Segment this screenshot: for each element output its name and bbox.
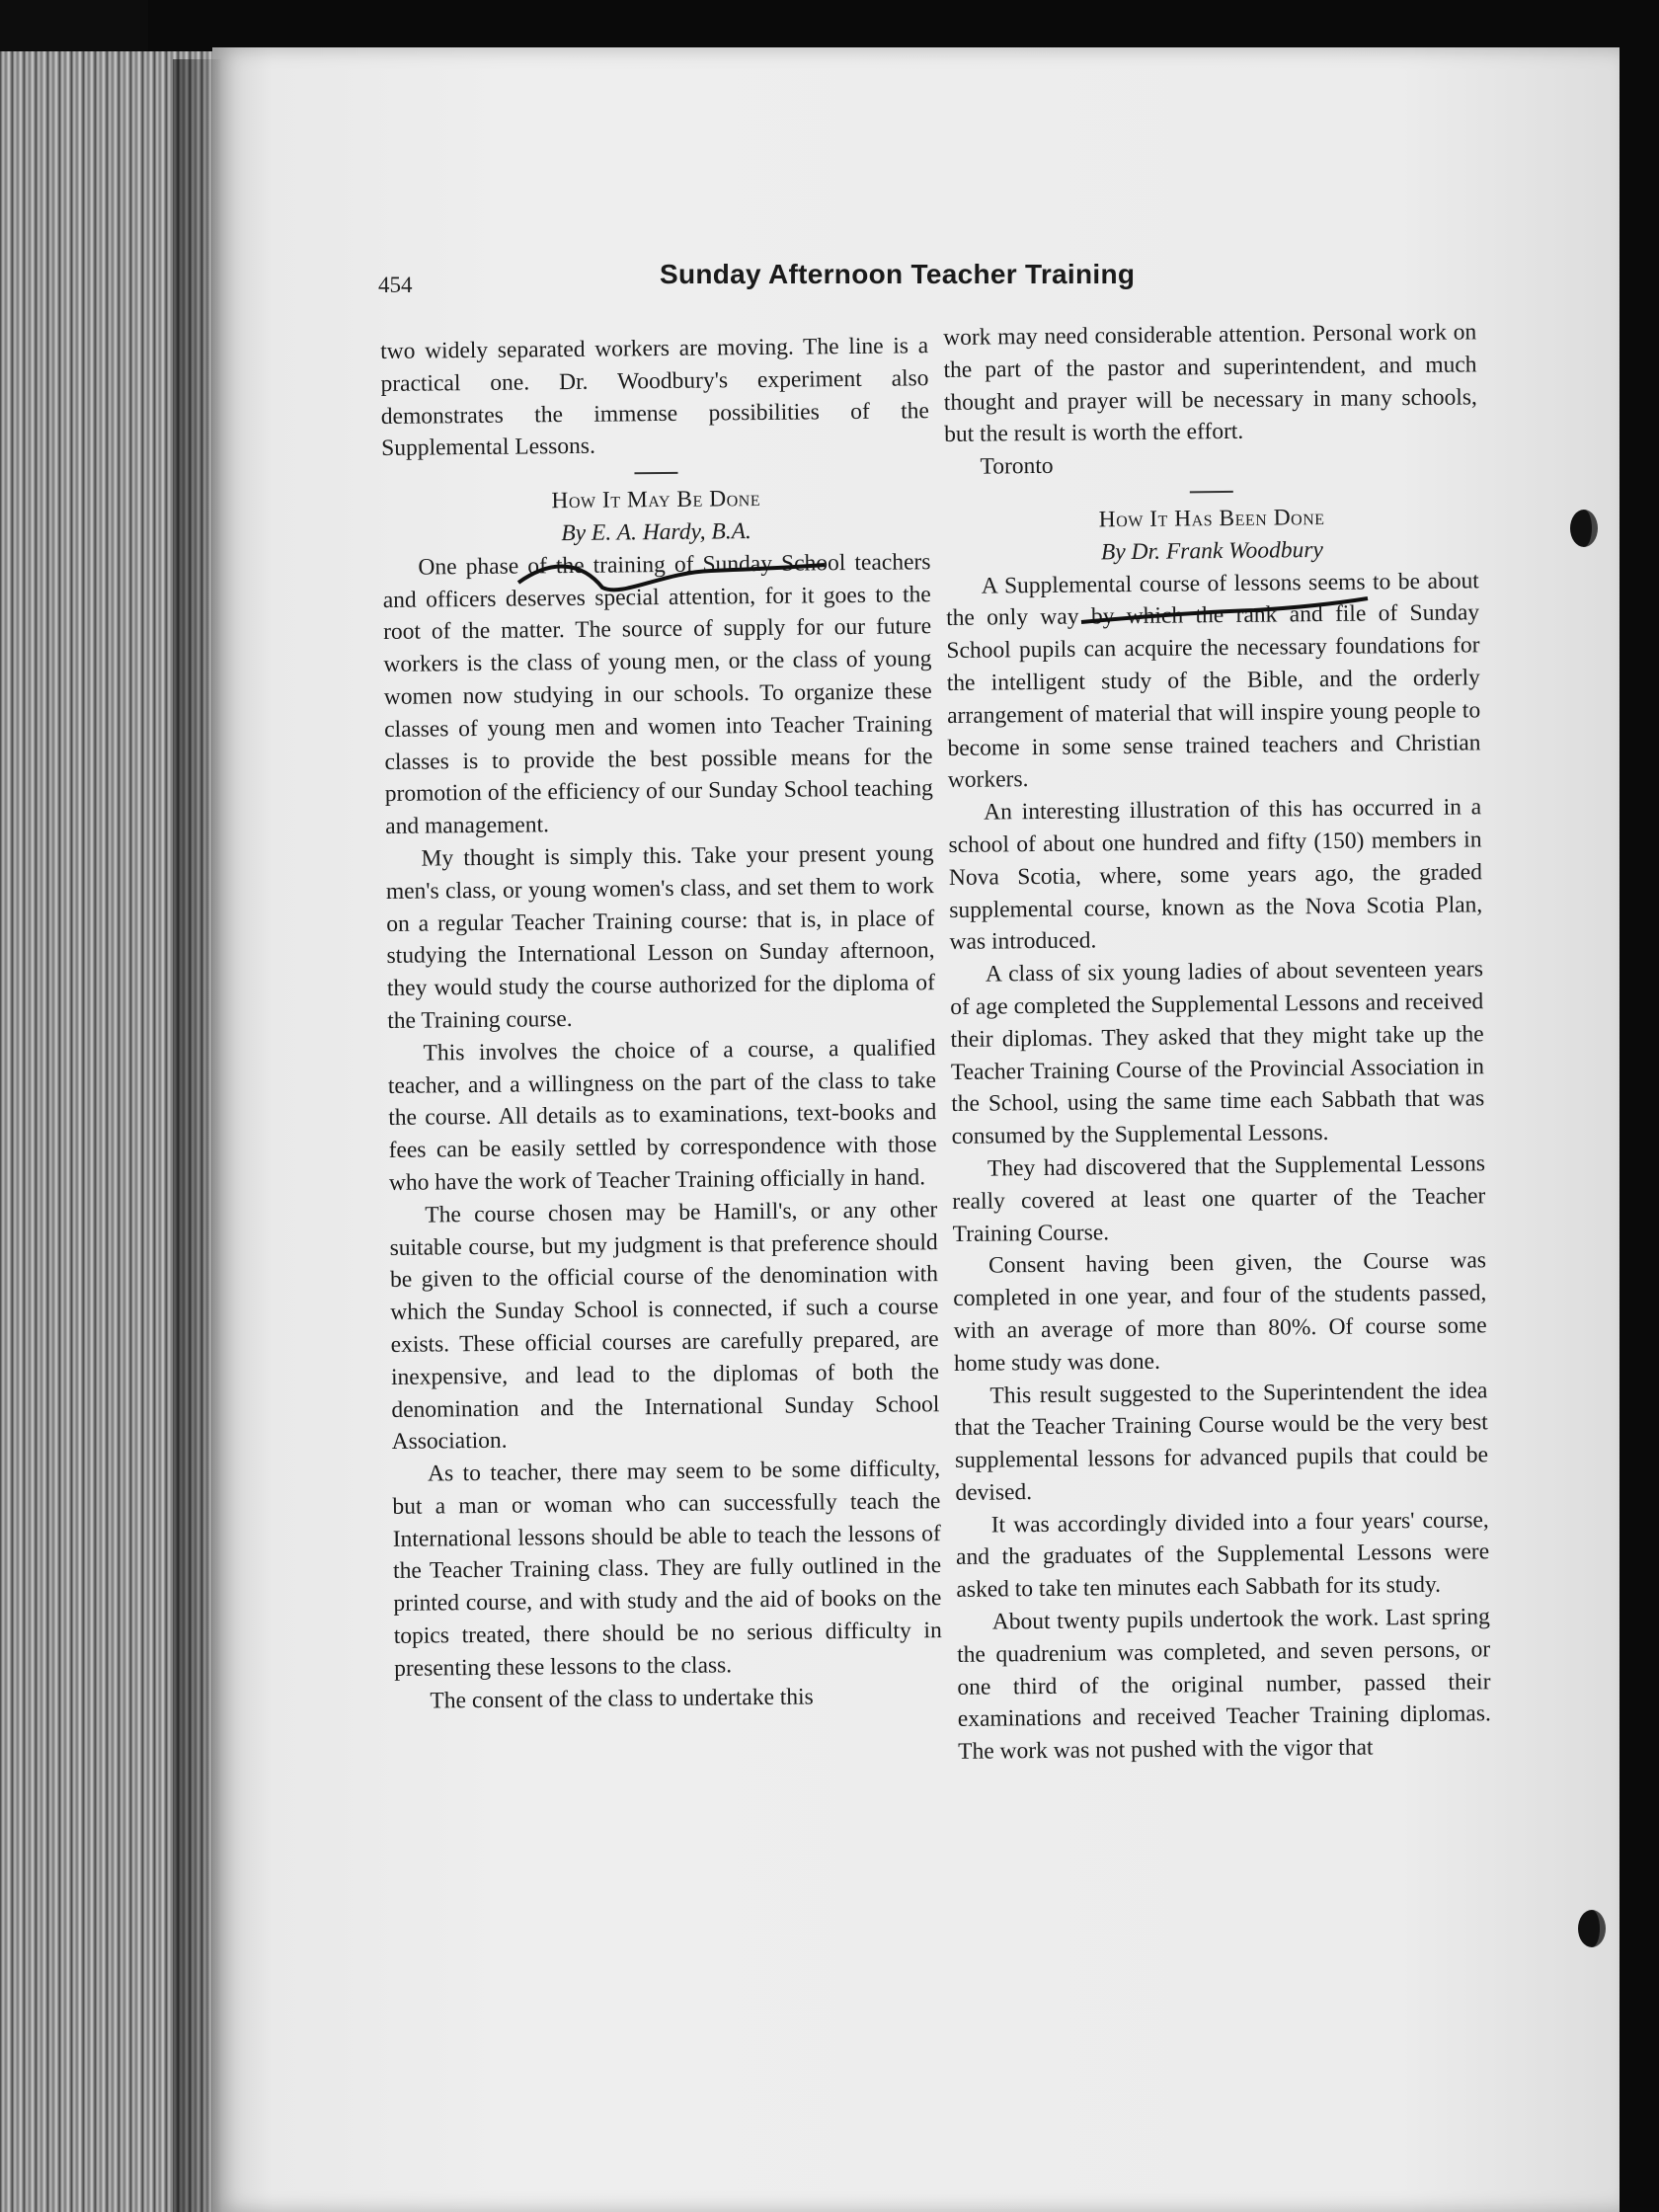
paragraph: This result suggested to the Superintendent the idea that the Teacher Training Course would be the very best supplemental lessons for advanced pupils that could be devised. [954,1377,1489,1506]
paragraph: My thought is simply this. Take your present young men's class, or young women's class, and set them to work on a regular Teacher Training course: that is, in place of studying the International Lesson on Sunday afternoon, they would study the course authorized for the diploma of the Training course. [385,840,936,1034]
continued-paragraph: work may need considerable attention. Personal work on the part of the pastor and superintendent, and much thought and prayer will be necessary in many schools, but the result is worth the effort. [943,319,1477,448]
page-number: 454 [378,273,413,297]
paragraph: An interesting illustration of this has occurred in a school of about one hundred and fifty (150) members in Nova Scotia, where, some years ago, the graded supplemental course, known as the Nova Scotia Plan, was introduced. [948,794,1483,956]
article-title: How It Has Been Done [1098,504,1325,533]
section-divider [634,472,677,474]
paragraph: As to teacher, there may seem to be some difficulty, but a man or woman who can successfully teach the International lessons should be able to teach the lessons of the Teacher Training class. They are fully outlined in the printed course, and with study and the aid of books on the topics treated, there should be no serious difficulty in presenting these lessons to the class. [392,1456,942,1682]
scan-border-top [148,0,1659,51]
running-title: Sunday Afternoon Teacher Training [660,259,1136,289]
binding-shadow [173,59,222,2212]
paragraph: The course chosen may be Hamill's, or any other suitable course, but my judgment is that preference should be given to the official course of the denomination with which the Sunday School is connected, if such a course exists. These official courses are carefully prepared, are inexpensive, and lead to the diplomas of both the denomination and the International Sunday School Association. [389,1196,940,1456]
paragraph: A class of six young ladies of about seventeen years of age completed the Supplemental Lessons and received their diplomas. They asked that they might take up the Teacher Training Course of the Provincial Association in the School, using the same time each Sabbath that was consumed by the Supplemental Lessons. [950,956,1485,1150]
paragraph: The consent of the class to undertake this [430,1684,814,1714]
article-title: How It May Be Done [551,486,761,514]
left-column [380,330,943,1717]
binding-hole-icon [1570,510,1598,547]
paragraph: About twenty pupils undertook the work. Last spring the quadrenium was completed, and seven persons, or one third of the original number, passed their examinations and received Teacher Training diplomas. The work was not pushed with the vigor that [956,1604,1491,1766]
paragraph: They had discovered that the Supplemental Lessons really covered at least one quarter of the Teacher Training Course. [952,1150,1486,1247]
article-byline: By E. A. Hardy, B.A. [561,518,751,547]
paragraph: It was accordingly divided into a four years' course, and the graduates of the Supplemental Lessons were asked to take ten minutes each Sabbath for its study. [955,1506,1490,1604]
article-byline: By Dr. Frank Woodbury [1100,536,1324,566]
place-line: Toronto [980,453,1054,480]
paragraph: A Supplemental course of lessons seems to be about the only way by which the rank and file of Sunday School pupils can acquire the necessary foundations for the intelligent study of the Bible, and the orderly arrangement of material that will inspire young people to become in some sense trained teachers and Christian workers. [946,567,1481,794]
scan-border-right [1620,40,1659,2212]
paragraph: Consent having been given, the Course was completed in one year, and four of the students passed, with an average of more than 80%. Of course some home study was done. [953,1247,1487,1377]
paragraph: This involves the choice of a course, a qualified teacher, and a willingness on the part of the class to take the course. All details as to examinations, text-books and fees can be easily settled by correspondence with those who have the work of Teacher Training officially in hand. [387,1034,937,1196]
continued-paragraph: two widely separated workers are moving. The line is a practical one. Dr. Woodbury's experiment also demonstrates the immense possibilities of the Supplemental Lessons. [380,333,929,462]
paragraph: One phase of the training of Sunday School teachers and officers deserves special attention, for it goes to the root of the matter. The source of supply for our future workers is the class of young men, or the class of young women now studying in our schools. To organize these classes of young men and women into Teacher Training classes is to provide the best possible means for the promotion of the efficiency of our Sunday School teaching and management. [382,548,933,840]
section-divider [1190,491,1233,493]
right-column [943,316,1491,1769]
binding-hole-icon [1578,1910,1606,1947]
